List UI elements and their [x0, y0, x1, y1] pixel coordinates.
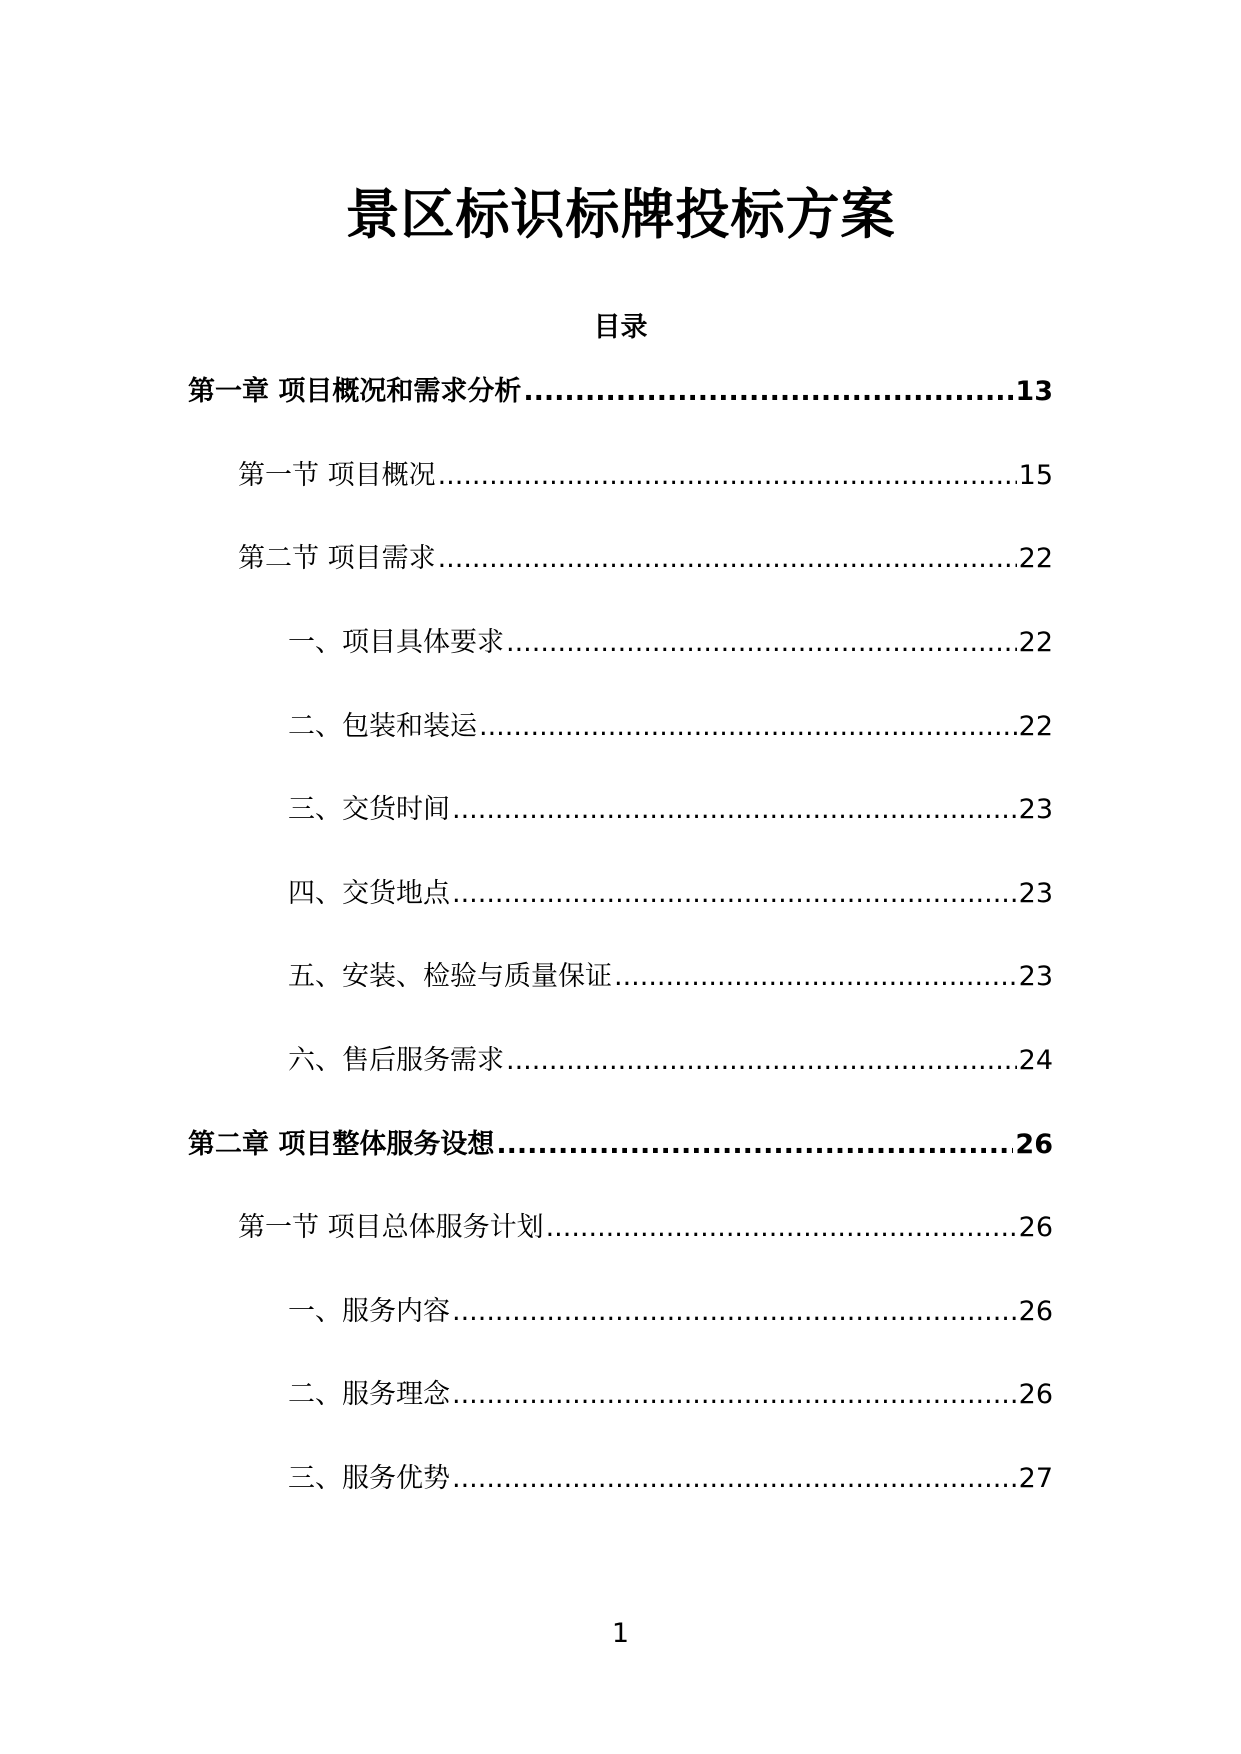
toc-entry-page: 24	[1018, 1045, 1053, 1076]
document-title: 景区标识标牌投标方案	[345, 183, 896, 246]
toc-entry-label: 四、交货地点	[288, 878, 450, 909]
toc-entry-label: 六、售后服务需求	[288, 1045, 504, 1076]
toc-dot-leader	[452, 1375, 1017, 1415]
toc-entry-label: 二、服务理念	[288, 1379, 450, 1410]
toc-entry-page: 22	[1018, 543, 1053, 574]
toc-dot-leader	[452, 790, 1017, 830]
toc-dot-leader	[614, 957, 1017, 997]
toc-entry-item-1-2-4[interactable]	[288, 874, 1053, 914]
page-number: 1	[611, 1618, 630, 1649]
toc-entry-page: 23	[1018, 878, 1053, 909]
toc-entry-page: 23	[1018, 794, 1053, 825]
toc-dot-leader	[506, 1041, 1017, 1081]
toc-entry-chapter-2[interactable]	[188, 1125, 1053, 1165]
toc-entry-item-1-2-3[interactable]	[288, 790, 1053, 830]
toc-entry-label: 二、包装和装运	[288, 711, 477, 742]
toc-dot-leader	[452, 1459, 1017, 1499]
toc-entry-section-1-2[interactable]	[238, 539, 1053, 579]
toc-entry-page: 26	[1018, 1379, 1053, 1410]
toc-dot-leader	[452, 874, 1017, 914]
toc-dot-leader	[523, 372, 1013, 412]
toc-entry-page: 26	[1018, 1296, 1053, 1327]
toc-entry-label: 三、服务优势	[288, 1463, 450, 1494]
toc-entry-page: 22	[1018, 711, 1053, 742]
toc-entry-page: 23	[1018, 961, 1053, 992]
toc-entry-chapter-1[interactable]	[188, 372, 1053, 412]
toc-entry-item-2-1-1[interactable]	[288, 1292, 1053, 1332]
toc-dot-leader	[438, 539, 1017, 579]
toc-entry-label: 第二节 项目需求	[238, 543, 436, 574]
toc-entry-item-2-1-3[interactable]	[288, 1459, 1053, 1499]
toc-entry-label: 第一节 项目总体服务计划	[238, 1212, 544, 1243]
toc-heading: 目录	[593, 312, 648, 343]
toc-entry-label: 第二章 项目整体服务设想	[188, 1129, 495, 1160]
toc-entry-label: 三、交货时间	[288, 794, 450, 825]
toc-entry-page: 26	[1015, 1129, 1053, 1160]
toc-dot-leader	[452, 1292, 1017, 1332]
toc-entry-section-2-1[interactable]	[238, 1208, 1053, 1248]
toc-entry-label: 第一节 项目概况	[238, 460, 436, 491]
toc-entry-item-1-2-6[interactable]	[288, 1041, 1053, 1081]
toc-entry-label: 一、服务内容	[288, 1296, 450, 1327]
toc-entry-item-2-1-2[interactable]	[288, 1375, 1053, 1415]
toc-entry-page: 15	[1018, 460, 1053, 491]
toc-entry-page: 13	[1015, 376, 1053, 407]
toc-entry-label: 一、项目具体要求	[288, 627, 504, 658]
toc-entry-page: 22	[1018, 627, 1053, 658]
toc-dot-leader	[496, 1125, 1013, 1165]
toc-entry-section-1-1[interactable]	[238, 456, 1053, 496]
toc-dot-leader	[479, 707, 1017, 747]
toc-entry-item-1-2-5[interactable]	[288, 957, 1053, 997]
toc-entry-label: 五、安装、检验与质量保证	[288, 961, 612, 992]
toc-entry-item-1-2-2[interactable]	[288, 707, 1053, 747]
toc-dot-leader	[438, 456, 1017, 496]
toc-entry-label: 第一章 项目概况和需求分析	[188, 376, 522, 407]
toc-entry-page: 26	[1018, 1212, 1053, 1243]
toc-dot-leader	[506, 623, 1017, 663]
toc-dot-leader	[546, 1208, 1017, 1248]
toc-entry-item-1-2-1[interactable]	[288, 623, 1053, 663]
toc-entry-page: 27	[1018, 1463, 1053, 1494]
